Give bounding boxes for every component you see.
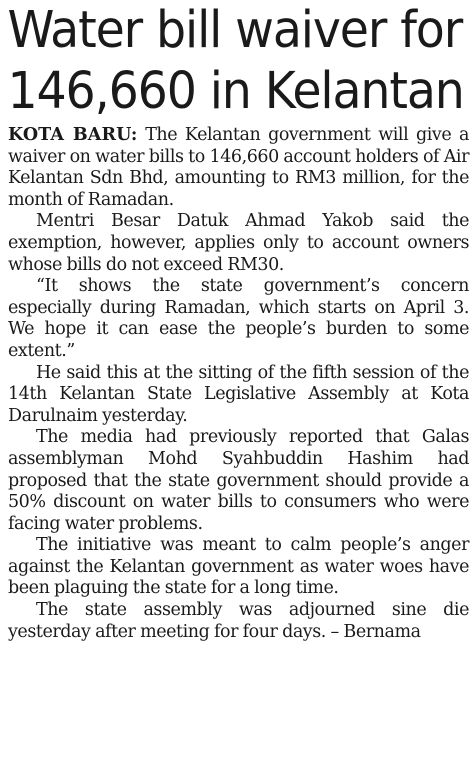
- paragraph-1: [8, 125, 469, 211]
- article-body: [8, 125, 469, 643]
- paragraph-6: The initiative was meant to calm people’s anger against the Kelantan government as water woes have been plaguing the state for a long time.: [8, 535, 469, 599]
- headline: [0, 0, 476, 122]
- dateline: KOTA BARU:: [8, 125, 138, 145]
- paragraph-3: “It shows the state government’s concern especially during Ramadan, which starts on April 3. We hope it can ease the people’s burden to some extent.”: [8, 276, 469, 361]
- paragraph-2: Mentri Besar Datuk Ahmad Yakob said the exemption, however, applies only to account owners whose bills do not exceed RM30.: [8, 211, 469, 275]
- paragraph-5: The media had previously reported that Galas assemblyman Mohd Syahbuddin Hashim had proposed that the state government should provide a 50% discount on water bills to consumers who were facing water problems.: [8, 427, 469, 534]
- paragraph-1-text: The Kelantan government will give a waiver on water bills to 146,660 account holders of Air Kelantan Sdn Bhd, amounting to RM3 million, for the month of Ramadan.: [8, 125, 469, 210]
- headline-line-1: Water bill waiver for: [7, 1, 463, 60]
- headline-line-2: 146,660 in Kelantan: [7, 62, 464, 121]
- paragraph-7: The state assembly was adjourned sine die yesterday after meeting for four days. – Bernama: [8, 600, 469, 642]
- paragraph-4: He said this at the sitting of the fifth session of the 14th Kelantan State Legislative Assembly at Kota Darulnaim yesterday.: [8, 362, 469, 426]
